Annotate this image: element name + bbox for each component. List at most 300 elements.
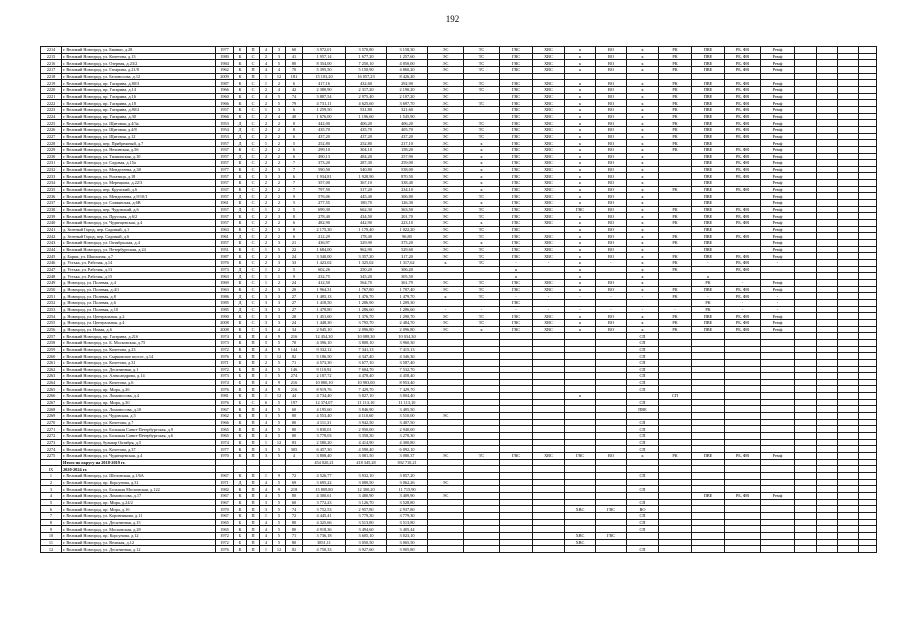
table-cell: 2	[273, 186, 286, 193]
table-cell	[817, 526, 838, 533]
table-cell	[533, 473, 565, 480]
table-cell	[859, 453, 877, 460]
table-cell: 437,20	[346, 133, 387, 140]
table-cell: -	[659, 306, 692, 313]
table-cell	[725, 240, 761, 247]
table-cell	[817, 539, 838, 546]
table-cell	[761, 546, 795, 553]
table-row	[41, 226, 877, 233]
table-cell: 4 478,40	[346, 373, 387, 380]
row-number-cell: 2248	[41, 273, 62, 280]
table-cell: 5	[286, 140, 303, 147]
row-number-cell: 2242	[41, 233, 62, 240]
table-cell: к	[565, 393, 596, 400]
table-cell: РК	[659, 233, 692, 240]
table-cell: ГВС	[565, 453, 596, 460]
table-cell	[565, 386, 596, 393]
table-cell: К	[234, 313, 247, 320]
table-cell	[838, 193, 859, 200]
table-cell	[817, 419, 838, 426]
table-cell	[795, 93, 817, 100]
table-cell	[761, 266, 795, 273]
table-cell	[859, 346, 877, 353]
table-cell: ХВС	[533, 166, 565, 173]
table-cell: 5	[273, 359, 286, 366]
table-cell	[692, 479, 725, 486]
table-cell: 7	[286, 160, 303, 167]
table-cell: -	[596, 306, 627, 313]
table-cell: РК	[659, 86, 692, 93]
table-cell: 3 050,50	[346, 539, 387, 546]
table-cell: П	[247, 413, 260, 420]
table-cell: 9	[273, 486, 286, 493]
table-cell: 2 975,40	[346, 93, 387, 100]
table-cell: К	[234, 446, 247, 453]
table-cell: -	[500, 260, 533, 267]
table-cell	[817, 113, 838, 120]
address-cell: д. Новгород, ул. Полевая, д.6	[62, 299, 216, 306]
table-cell: С	[247, 313, 260, 320]
table-cell	[464, 346, 500, 353]
address-cell: д. Зеленый Город, пер. Садовый, д.6	[62, 233, 216, 240]
table-cell: 2	[260, 359, 273, 366]
table-cell: к	[627, 126, 659, 133]
table-cell: 1937	[216, 213, 234, 220]
table-cell: 1976	[216, 260, 234, 267]
table-cell: 435,70	[346, 126, 387, 133]
table-cell: 3 081,50	[346, 453, 387, 460]
table-cell: 1957	[216, 206, 234, 213]
table-row	[41, 326, 877, 333]
table-cell	[725, 419, 761, 426]
table-cell	[859, 213, 877, 220]
table-row	[41, 73, 877, 80]
table-cell: 80	[286, 539, 303, 546]
table-cell: 5	[273, 60, 286, 67]
table-cell: ГВС	[500, 80, 533, 87]
table-row	[41, 419, 877, 426]
table-cell: Ремф	[761, 226, 795, 233]
table-cell	[533, 459, 565, 466]
table-cell	[838, 260, 859, 267]
table-cell: Ремф	[761, 193, 795, 200]
table-cell: К	[234, 419, 247, 426]
table-cell: ТС	[464, 60, 500, 67]
table-cell	[692, 433, 725, 440]
table-cell	[464, 333, 500, 340]
table-cell: 3 804,40	[387, 393, 428, 400]
table-cell	[859, 106, 877, 113]
table-cell	[795, 466, 817, 473]
table-cell	[795, 240, 817, 247]
table-cell	[795, 53, 817, 60]
table-cell	[659, 492, 692, 499]
table-cell: к	[464, 153, 500, 160]
table-cell: 4 750,33	[303, 546, 346, 553]
table-cell: 12	[273, 546, 286, 553]
table-cell: 9	[273, 333, 286, 340]
table-cell	[795, 479, 817, 486]
table-cell	[500, 406, 533, 413]
table-cell	[725, 466, 761, 473]
table-cell: ГВС	[500, 326, 533, 333]
table-cell: 2009	[216, 73, 234, 80]
table-cell: 10 034,30	[387, 333, 428, 340]
table-cell: 2 937,80	[387, 506, 428, 513]
table-cell: Ремф	[761, 86, 795, 93]
table-cell	[428, 299, 464, 306]
table-cell: П	[247, 426, 260, 433]
table-cell: 2 380,90	[303, 86, 346, 93]
table-cell: 1961	[216, 233, 234, 240]
table-cell: 250,20	[346, 266, 387, 273]
table-cell: РК	[659, 146, 692, 153]
table-cell	[817, 220, 838, 227]
table-cell	[795, 266, 817, 273]
table-cell: 5 395,50	[303, 66, 346, 73]
table-row	[41, 406, 877, 413]
table-cell	[659, 512, 692, 519]
table-cell: Д	[234, 140, 247, 147]
table-cell: 3 795,70	[346, 319, 387, 326]
table-cell: 4	[260, 486, 273, 493]
table-cell	[859, 526, 877, 533]
table-cell: Ремф	[761, 313, 795, 320]
table-row	[41, 153, 877, 160]
table-cell	[795, 433, 817, 440]
table-cell	[565, 492, 596, 499]
table-cell: ГВС	[500, 93, 533, 100]
table-cell	[838, 386, 859, 393]
table-cell: С	[247, 233, 260, 240]
table-cell: ГВС	[500, 226, 533, 233]
table-cell: РК	[659, 106, 692, 113]
table-cell: ХВС	[533, 286, 565, 293]
table-cell	[859, 519, 877, 526]
table-cell: 304,10	[346, 146, 387, 153]
row-number-cell: 2217	[41, 66, 62, 73]
table-cell	[859, 286, 877, 293]
table-row	[41, 120, 877, 127]
table-cell	[247, 466, 260, 473]
table-row	[41, 339, 877, 346]
table-cell: 3 800,10	[346, 339, 387, 346]
table-cell	[692, 532, 725, 539]
table-cell: 3	[260, 499, 273, 506]
table-cell: 6	[286, 173, 303, 180]
table-cell: 1937	[216, 146, 234, 153]
table-cell	[464, 473, 500, 480]
table-cell	[859, 100, 877, 107]
address-cell: г. Великий Новгород, ул. Чудовская, д.5	[62, 413, 216, 420]
table-cell	[817, 313, 838, 320]
table-cell	[659, 459, 692, 466]
table-cell: 12 300,20	[346, 486, 387, 493]
table-cell	[692, 373, 725, 380]
table-cell: 4	[260, 333, 273, 340]
table-cell	[795, 233, 817, 240]
table-cell: -	[627, 306, 659, 313]
table-cell: 432,60	[346, 80, 387, 87]
table-cell: 317,20	[387, 253, 428, 260]
table-cell: Ремф	[761, 173, 795, 180]
table-cell	[838, 66, 859, 73]
table-cell: ПВЕ	[692, 60, 725, 67]
address-cell: г. Великий Новгород, ул. Александрова, д.14	[62, 373, 216, 380]
table-cell	[838, 306, 859, 313]
table-cell: ВО	[596, 213, 627, 220]
table-cell	[692, 393, 725, 400]
table-cell: к	[627, 313, 659, 320]
table-cell	[692, 386, 725, 393]
table-row	[41, 453, 877, 460]
table-cell	[795, 47, 817, 54]
table-cell: 80	[286, 426, 303, 433]
table-cell: С	[247, 193, 260, 200]
table-row	[41, 233, 877, 240]
table-cell	[725, 506, 761, 513]
table-cell: 3 528,80	[387, 499, 428, 506]
table-cell: ГВС	[500, 233, 533, 240]
table-cell: С	[247, 166, 260, 173]
table-cell: К	[234, 100, 247, 107]
table-row	[41, 526, 877, 533]
table-cell: С	[247, 220, 260, 227]
table-cell: 1982	[216, 486, 234, 493]
table-cell: Д	[234, 193, 247, 200]
table-cell: ВО	[596, 166, 627, 173]
table-cell: 442,90	[346, 220, 387, 227]
table-cell: -	[533, 293, 565, 300]
table-cell: ГВС	[500, 113, 533, 120]
table-cell: 7	[286, 186, 303, 193]
table-cell: ХВС	[533, 60, 565, 67]
table-cell: 1	[260, 279, 273, 286]
table-cell: ВО	[596, 253, 627, 260]
table-cell	[761, 426, 795, 433]
table-cell: ГВС	[596, 532, 627, 539]
address-cell: г. Великий Новгород, ул. Рогатица, д.18	[62, 173, 216, 180]
table-cell: 3	[273, 47, 286, 54]
table-cell: 2	[273, 279, 286, 286]
table-cell: РБ, ФВ	[725, 80, 761, 87]
table-cell	[859, 339, 877, 346]
table-cell: П	[247, 373, 260, 380]
table-cell: 5	[286, 200, 303, 207]
table-cell: К	[234, 526, 247, 533]
table-cell	[464, 446, 500, 453]
table-cell: Ремф	[761, 126, 795, 133]
table-cell	[627, 532, 659, 539]
table-row	[41, 186, 877, 193]
table-cell	[565, 379, 596, 386]
table-row	[41, 279, 877, 286]
table-cell	[428, 393, 464, 400]
table-cell	[817, 386, 838, 393]
table-cell: 5	[273, 512, 286, 519]
table-cell: ХВС	[533, 126, 565, 133]
table-cell: ВО	[596, 173, 627, 180]
table-cell: к	[428, 293, 464, 300]
row-number-cell: 3	[41, 486, 62, 493]
table-cell: 72	[286, 473, 303, 480]
table-cell: ГВС	[500, 186, 533, 193]
table-cell: РБ, ФВ	[725, 153, 761, 160]
table-cell: Ремф	[761, 253, 795, 260]
table-cell: Ремф	[761, 286, 795, 293]
table-cell: 3	[260, 173, 273, 180]
table-cell	[817, 413, 838, 420]
table-cell: 9 110,92	[303, 366, 346, 373]
table-cell: 5	[273, 93, 286, 100]
table-cell	[428, 273, 464, 280]
table-cell: 1970	[216, 453, 234, 460]
table-cell: 1967	[216, 512, 234, 519]
table-cell	[859, 60, 877, 67]
table-cell: 4	[260, 519, 273, 526]
table-cell	[817, 73, 838, 80]
table-cell: -	[725, 279, 761, 286]
table-cell: 4 458,40	[387, 373, 428, 380]
table-cell	[859, 419, 877, 426]
table-cell	[795, 406, 817, 413]
table-cell	[795, 486, 817, 493]
table-cell: 2	[273, 266, 286, 273]
table-cell	[761, 466, 795, 473]
address-cell: д. Новгород, ул. Центральная, д.2	[62, 313, 216, 320]
table-cell	[817, 366, 838, 373]
table-cell: ВО	[596, 60, 627, 67]
table-cell: 1937	[216, 186, 234, 193]
table-cell: ВО	[596, 47, 627, 54]
table-cell: 8 426,20	[387, 73, 428, 80]
table-cell	[500, 512, 533, 519]
table-cell: 5	[273, 366, 286, 373]
table-cell: ПВЕ	[692, 180, 725, 187]
table-cell: 538,00	[387, 166, 428, 173]
table-cell: ВО	[596, 140, 627, 147]
table-cell	[260, 459, 273, 466]
table-cell	[533, 539, 565, 546]
table-cell: к	[627, 120, 659, 127]
table-cell: 1 418,50	[303, 299, 346, 306]
table-cell: ПВЕ	[692, 47, 725, 54]
table-cell	[795, 200, 817, 207]
table-row	[41, 479, 877, 486]
table-cell: Ремф	[761, 106, 795, 113]
table-cell: 24	[286, 253, 303, 260]
table-cell	[725, 426, 761, 433]
table-cell	[692, 526, 725, 533]
table-cell: 1962	[216, 66, 234, 73]
table-cell: 4 111,31	[303, 419, 346, 426]
table-cell: 445,40	[346, 193, 387, 200]
table-cell: РБ, ФВ	[725, 253, 761, 260]
table-cell	[817, 140, 838, 147]
table-cell: ВО	[596, 226, 627, 233]
row-number-cell: 2245	[41, 253, 62, 260]
table-cell	[838, 326, 859, 333]
table-cell: 662,30	[346, 206, 387, 213]
table-cell: ТС	[464, 246, 500, 253]
table-cell: к	[565, 253, 596, 260]
table-cell: 5	[273, 246, 286, 253]
table-cell: ХВС	[533, 173, 565, 180]
table-cell: ВО	[596, 326, 627, 333]
table-cell: 2	[273, 140, 286, 147]
table-cell: 2	[273, 206, 286, 213]
address-cell: г. Великий Новгород, пр. Мира, д.26	[62, 386, 216, 393]
address-cell: г. Великий Новгород, ул. Гагарина, д.21/8	[62, 66, 216, 73]
table-cell: -	[692, 260, 725, 267]
table-cell: 3 407,50	[387, 419, 428, 426]
table-cell: 1	[260, 473, 273, 480]
table-cell: ЭС	[428, 253, 464, 260]
table-cell: 3	[260, 326, 273, 333]
table-cell	[725, 359, 761, 366]
table-cell: 5	[273, 499, 286, 506]
table-cell	[859, 193, 877, 200]
address-cell: г. Великий Новгород, ул. Щитовая, д.4/8	[62, 126, 216, 133]
table-cell: 1957	[216, 173, 234, 180]
table-cell	[838, 213, 859, 220]
table-cell: 1 286,90	[346, 299, 387, 306]
table-row	[41, 353, 877, 360]
table-cell: РК	[659, 60, 692, 67]
table-row	[41, 180, 877, 187]
table-cell: ЭС	[428, 60, 464, 67]
table-cell	[659, 160, 692, 167]
table-cell: 69	[286, 479, 303, 486]
table-cell	[500, 473, 533, 480]
table-cell: 1960	[216, 93, 234, 100]
table-cell: 3 808,40	[303, 453, 346, 460]
table-cell: ХВС	[533, 100, 565, 107]
table-cell: к	[565, 47, 596, 54]
table-cell	[817, 499, 838, 506]
table-cell: Ремф	[761, 120, 795, 127]
table-row	[41, 299, 877, 306]
table-cell	[761, 339, 795, 346]
table-cell	[725, 499, 761, 506]
table-cell: 44	[286, 393, 303, 400]
table-cell: 257,90	[387, 153, 428, 160]
table-cell	[692, 73, 725, 80]
table-cell: к	[464, 146, 500, 153]
table-cell: С	[247, 253, 260, 260]
table-cell: К	[234, 93, 247, 100]
address-cell: г. Великий Новгород, пр. Гагарина, д.80/3	[62, 80, 216, 87]
table-cell	[838, 273, 859, 280]
table-cell: 435,70	[303, 126, 346, 133]
table-cell: ПВЕ	[692, 146, 725, 153]
table-cell: 357,00	[303, 180, 346, 187]
address-cell: д. Новгород, ул. Полевая, д.4	[62, 279, 216, 286]
table-cell: 3 340,00	[303, 253, 346, 260]
table-cell	[817, 106, 838, 113]
table-cell: 1976	[216, 353, 234, 360]
table-cell	[838, 106, 859, 113]
table-cell: -	[692, 293, 725, 300]
table-cell	[795, 146, 817, 153]
table-cell: Ремф	[761, 186, 795, 193]
table-cell: Д	[234, 273, 247, 280]
table-cell	[565, 359, 596, 366]
table-cell: 3	[273, 240, 286, 247]
table-cell	[596, 353, 627, 360]
table-cell: РБ, ФВ	[725, 286, 761, 293]
table-cell: РБ, ФВ	[725, 213, 761, 220]
